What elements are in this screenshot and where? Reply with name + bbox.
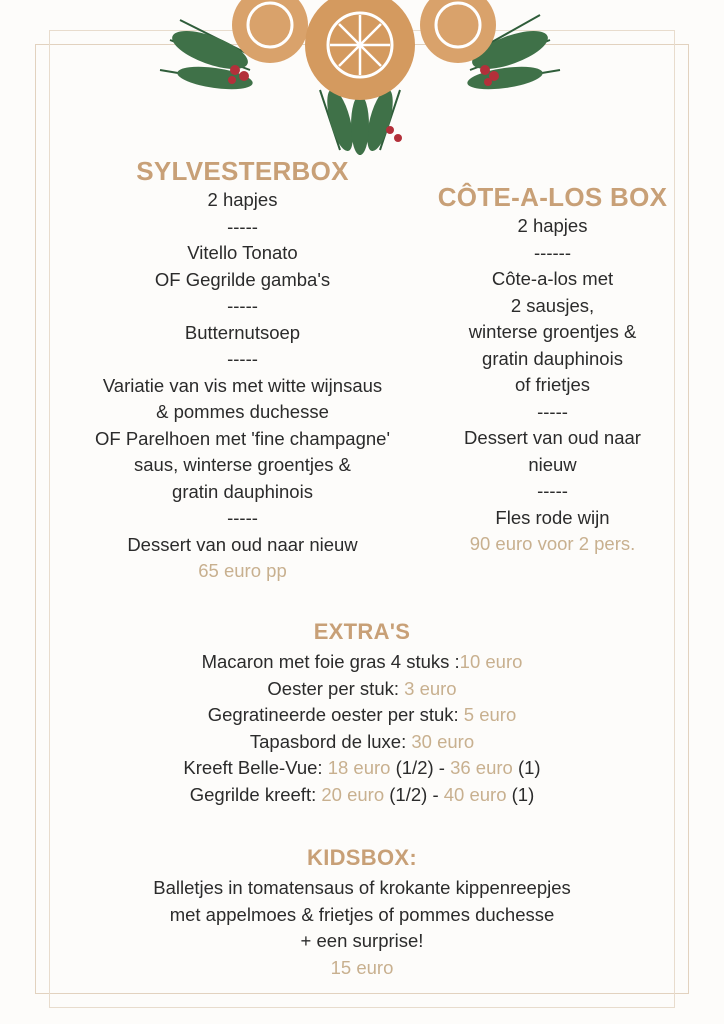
kidsbox-section <box>0 843 724 981</box>
menu-line: of frietjes <box>514 374 591 395</box>
christmas-decoration <box>140 0 580 160</box>
menu-line: 2 sausjes, <box>510 294 595 316</box>
menu-line: + een surprise! <box>300 930 424 951</box>
extras-item-text: Macaron met foie gras 4 stuks : <box>201 651 460 672</box>
menu-line: ----- <box>227 295 258 316</box>
extras-item-price: 40 euro <box>443 783 507 805</box>
menu-line: ----- <box>537 400 568 422</box>
extras-item-text: (1/2) - <box>384 783 444 805</box>
extras-item <box>0 702 724 729</box>
menu-line: Dessert van oud naar <box>464 427 641 448</box>
menu-line: nieuw <box>528 453 577 475</box>
extras-item-text: Kreeft Belle-Vue: <box>183 757 328 778</box>
kidsbox-price: 15 euro <box>330 956 394 978</box>
menu-line: Fles rode wijn <box>495 506 610 528</box>
extras-item-price: 36 euro <box>450 757 513 778</box>
menu-line: Balletjes in tomatensaus of krokante kippenreepjes <box>153 877 571 898</box>
menu-line: saus, winterse groentjes & <box>134 454 351 475</box>
menu-line: met appelmoes & frietjes of pommes duchesse <box>169 903 555 925</box>
extras-item-text: (1) <box>512 757 541 778</box>
cote-a-los-box-menu <box>420 213 685 531</box>
extras-item-text: Gegratineerde oester per stuk: <box>207 704 464 725</box>
extras-title: EXTRA'S <box>313 619 411 644</box>
menu-line: ----- <box>227 215 258 237</box>
menu-line: ----- <box>227 507 258 528</box>
menu-line: 2 hapjes <box>517 215 588 236</box>
extras-item-price: 20 euro <box>321 783 385 805</box>
menu-line: OF Gegrilde gamba's <box>154 268 331 290</box>
cote-a-los-box-title: CÔTE-A-LOS BOX <box>437 182 668 212</box>
menu-line: Variatie van vis met witte wijnsaus <box>102 374 383 396</box>
menu-line: 2 hapjes <box>207 189 278 210</box>
sylvesterbox-section <box>60 155 425 585</box>
extras-list <box>0 649 724 808</box>
menu-line: Butternutsoep <box>184 321 301 343</box>
menu-line: winterse groentjes & <box>468 321 637 342</box>
extras-item-price: 3 euro <box>404 677 457 699</box>
sylvesterbox-title: SYLVESTERBOX <box>136 156 349 186</box>
menu-line: gratin dauphinois <box>172 480 313 502</box>
menu-line: OF Parelhoen met 'fine champagne' <box>94 427 390 449</box>
extras-item <box>0 649 724 676</box>
menu-line: Dessert van oud naar nieuw <box>127 533 358 555</box>
extras-item-text: (1) <box>506 783 535 805</box>
menu-line: & pommes duchesse <box>156 401 329 422</box>
kidsbox-title: KIDSBOX: <box>307 845 417 870</box>
sylvesterbox-menu <box>60 187 425 558</box>
extras-item <box>0 782 724 809</box>
menu-line: gratin dauphinois <box>482 347 623 369</box>
menu-line: ----- <box>537 480 568 501</box>
extras-item-text: (1/2) - <box>390 757 451 778</box>
gingerbread-star-center <box>305 0 415 100</box>
extras-item-text: Oester per stuk: <box>267 677 405 699</box>
menu-line: ----- <box>227 348 258 369</box>
extras-item-text: Gegrilde kreeft: <box>189 783 322 805</box>
menu-line: ------ <box>534 241 571 263</box>
menu-line: Côte-a-los met <box>491 268 614 289</box>
kidsbox-menu <box>0 875 724 955</box>
cote-a-los-box-price: 90 euro voor 2 pers. <box>469 533 636 554</box>
sylvesterbox-price: 65 euro pp <box>198 560 287 581</box>
extras-item-price: 18 euro <box>327 757 391 778</box>
extras-item-text: Tapasbord de luxe: <box>249 730 412 752</box>
extras-section <box>0 617 724 808</box>
cote-a-los-box-section <box>420 181 685 558</box>
extras-item-price: 30 euro <box>411 730 475 752</box>
extras-item <box>0 755 724 782</box>
extras-item <box>0 729 724 756</box>
extras-item <box>0 676 724 703</box>
extras-item-price: 5 euro <box>463 704 517 725</box>
extras-item-price: 10 euro <box>459 651 523 672</box>
menu-line: Vitello Tonato <box>187 242 298 263</box>
